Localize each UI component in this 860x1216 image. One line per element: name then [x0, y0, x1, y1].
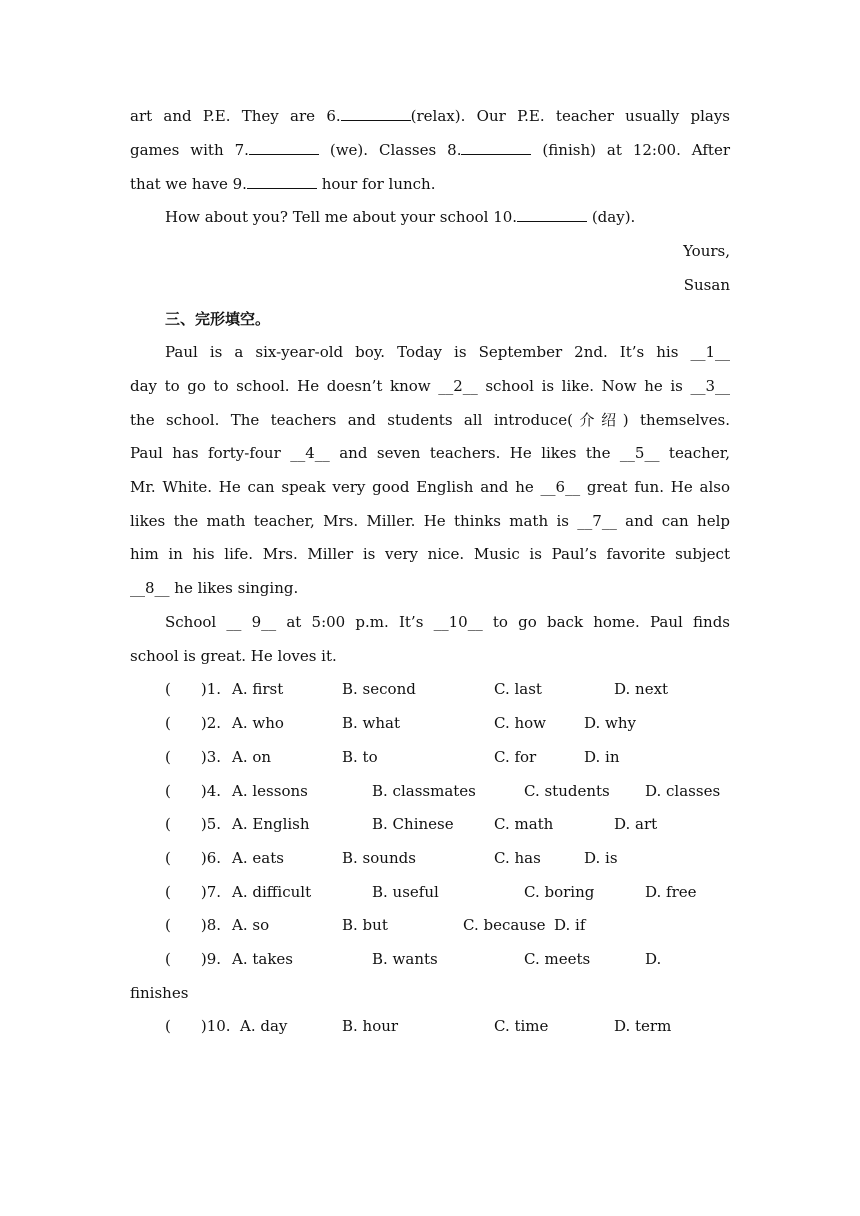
option-c: C. how [494, 714, 547, 732]
option-c: C. time [494, 1017, 549, 1035]
answer-blank-9[interactable] [247, 174, 317, 189]
answer-blank-7[interactable] [249, 140, 319, 155]
answer-blank-8[interactable] [461, 140, 531, 155]
option-d: D. if [554, 916, 586, 934]
option-c: C. has [494, 849, 541, 867]
option-a: A. English [232, 815, 310, 833]
question-number[interactable]: ( )7. [165, 883, 222, 901]
option-b: B. second [342, 680, 416, 698]
option-a: A. first [232, 680, 284, 698]
cloze-line: Paul is a six-year-old boy. Today is September 2nd. It’s his __1__ [165, 343, 730, 361]
option-b: B. what [342, 714, 401, 732]
option-c: C. math [494, 815, 554, 833]
question-number[interactable]: ( )5. [165, 815, 222, 833]
option-d: D. free [645, 883, 697, 901]
question-number[interactable]: ( )9. [165, 950, 222, 968]
option-d: D. art [614, 815, 658, 833]
passage-line [165, 207, 635, 227]
option-c: C. boring [524, 883, 595, 901]
text-segment: games with 7. [130, 141, 249, 159]
cloze-line: __8__ he likes singing. [130, 579, 299, 597]
option-b: B. classmates [372, 782, 476, 800]
cloze-line: School __ 9__ at 5:00 p.m. It’s __10__ to go back home. Paul finds [165, 613, 730, 631]
option-b: B. useful [372, 883, 439, 901]
option-b: B. Chinese [372, 815, 454, 833]
option-b: B. sounds [342, 849, 416, 867]
option-c: C. meets [524, 950, 591, 968]
cloze-line: school is great. He loves it. [130, 647, 337, 665]
option-d: D. term [614, 1017, 672, 1035]
question-number[interactable]: ( )2. [165, 714, 222, 732]
option-b: B. wants [372, 950, 438, 968]
text-segment: that we have 9. [130, 175, 247, 193]
option-d: D. in [584, 748, 620, 766]
text-segment: art and P.E. They are 6. [130, 107, 341, 125]
section-heading: 三、完形填空。 [165, 310, 271, 328]
option-a: A. takes [232, 950, 294, 968]
question-number[interactable]: ( )10. [165, 1017, 231, 1035]
option-a: A. day [240, 1017, 288, 1035]
question-number[interactable]: ( )3. [165, 748, 222, 766]
question-number[interactable]: ( )6. [165, 849, 222, 867]
cloze-line: day to go to school. He doesn’t know __2__ school is like. Now he is __3__ [130, 377, 730, 395]
passage-line [130, 106, 730, 126]
question-number[interactable]: ( )8. [165, 916, 222, 934]
text-segment: (finish) at 12:00. After [531, 141, 730, 159]
option-d: D. next [614, 680, 669, 698]
option-a: A. so [232, 916, 270, 934]
option-a: A. lessons [232, 782, 308, 800]
text-segment: (relax). Our P.E. teacher usually plays [410, 107, 730, 125]
option-a: A. on [232, 748, 272, 766]
cloze-line: Mr. White. He can speak very good English and he __6__ great fun. He also [130, 478, 730, 496]
option-b: B. hour [342, 1017, 399, 1035]
option-a: A. eats [232, 849, 284, 867]
cloze-line: the school. The teachers and students all introduce(介绍) themselves. [130, 411, 730, 429]
text-segment: (day). [587, 208, 636, 226]
option-d: D. [645, 950, 662, 968]
option-a: A. who [232, 714, 284, 732]
letter-signature: Susan [683, 276, 730, 294]
question-number[interactable]: ( )4. [165, 782, 222, 800]
passage-line [130, 174, 435, 194]
text-segment: (we). Classes 8. [318, 141, 462, 159]
option-b: B. but [342, 916, 388, 934]
option-b: B. to [342, 748, 378, 766]
option-d-continued: finishes [130, 984, 189, 1002]
answer-blank-6[interactable] [341, 106, 411, 121]
option-c: C. last [494, 680, 542, 698]
cloze-line: him in his life. Mrs. Miller is very nice. Music is Paul’s favorite subject [130, 545, 730, 563]
option-d: D. why [584, 714, 637, 732]
option-c: C. for [494, 748, 537, 766]
option-c: C. students [524, 782, 610, 800]
question-number[interactable]: ( )1. [165, 680, 222, 698]
text-segment: hour for lunch. [316, 175, 436, 193]
option-d: D. is [584, 849, 618, 867]
letter-closing: Yours, [683, 242, 730, 260]
option-d: D. classes [645, 782, 721, 800]
cloze-line: Paul has forty-four __4__ and seven teachers. He likes the __5__ teacher, [130, 444, 730, 462]
option-a: A. difficult [232, 883, 312, 901]
text-segment: How about you? Tell me about your school 10. [165, 208, 518, 226]
answer-blank-10[interactable] [517, 207, 587, 222]
passage-line [130, 140, 730, 160]
option-c: C. because [463, 916, 546, 934]
cloze-line: likes the math teacher, Mrs. Miller. He thinks math is __7__ and can help [130, 512, 730, 530]
